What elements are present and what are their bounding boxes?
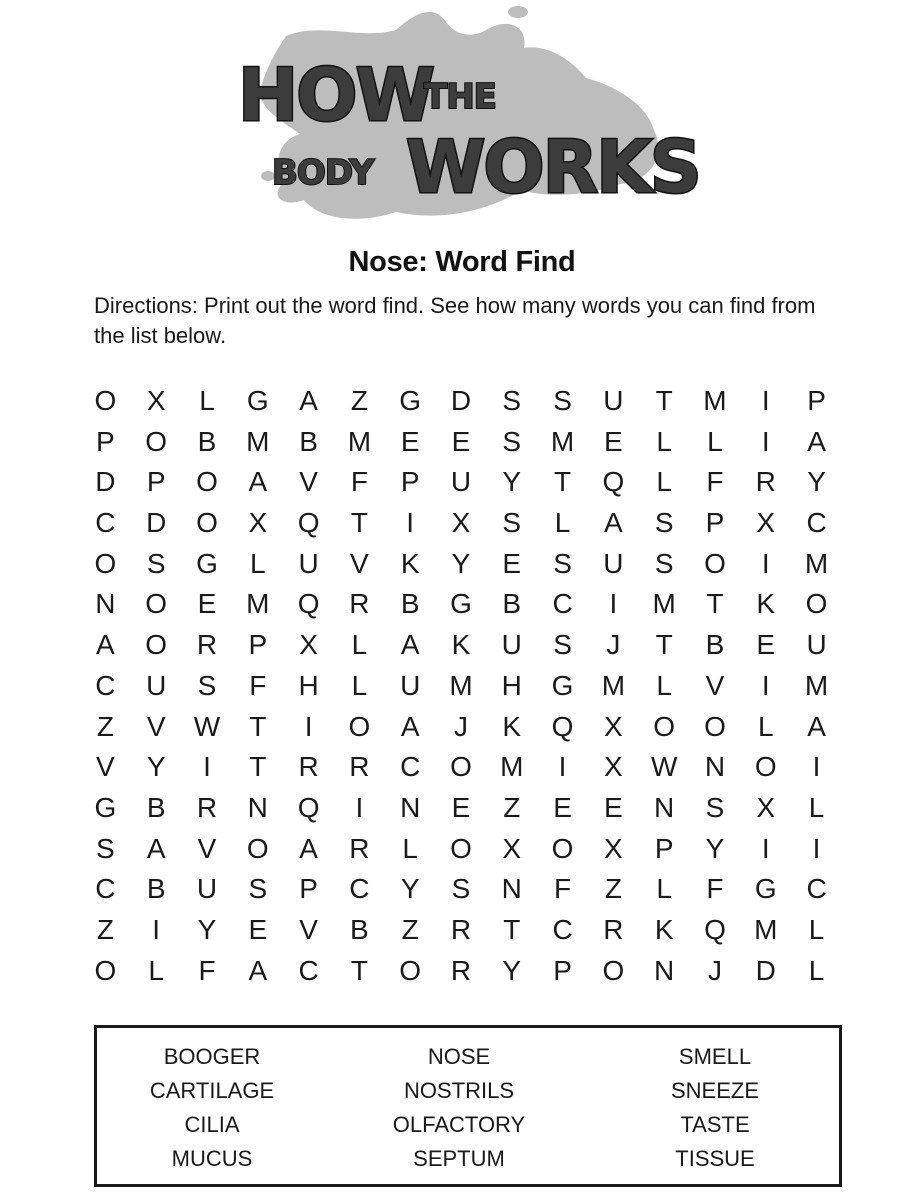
word-list-item: SNEEZE <box>670 1078 760 1103</box>
grid-letter: R <box>349 832 370 864</box>
grid-letter: Z <box>96 913 114 945</box>
grid-letter: A <box>248 466 268 498</box>
grid-letter: P <box>248 629 268 661</box>
grid-letter: O <box>450 832 472 864</box>
grid-letter: U <box>603 385 624 416</box>
grid-letter: N <box>247 791 268 823</box>
grid-letter: M <box>703 385 727 416</box>
grid-letter: O <box>805 588 828 620</box>
grid-letter: X <box>604 710 623 742</box>
grid-letter: I <box>355 791 364 823</box>
grid-letter: Q <box>297 507 320 539</box>
grid-letter: G <box>246 385 269 416</box>
grid-letter: O <box>704 547 726 579</box>
grid-letter: R <box>755 466 776 498</box>
grid-letter: R <box>349 751 370 783</box>
grid-letter: Z <box>96 710 114 742</box>
grid-letter: X <box>756 791 776 823</box>
grid-letter: K <box>756 588 776 620</box>
grid-letter: I <box>812 832 821 864</box>
grid-letter: P <box>705 507 725 539</box>
grid-letter: P <box>654 832 674 864</box>
logo-word-works: WORKS <box>406 125 700 209</box>
grid-letter: O <box>196 466 218 498</box>
grid-letter: A <box>248 954 268 986</box>
grid-letter: B <box>502 588 522 620</box>
grid-letter: D <box>95 466 116 498</box>
grid-letter: L <box>351 669 368 701</box>
grid-letter: N <box>704 751 726 783</box>
grid-letter: P <box>299 873 318 905</box>
directions-text: Directions: Print out the word find. See how many words you can find from the list below. <box>94 293 816 348</box>
grid-letter: I <box>761 385 770 416</box>
grid-letter: U <box>196 873 218 905</box>
grid-row <box>80 544 842 585</box>
grid-letter: X <box>146 385 166 416</box>
grid-letter: G <box>399 385 422 416</box>
grid-letter: S <box>502 507 522 539</box>
grid-letter: A <box>400 629 420 661</box>
grid-letter: L <box>656 873 672 905</box>
word-list-item: CILIA <box>184 1112 240 1137</box>
word-list <box>97 1040 839 1176</box>
word-list-item: SEPTUM <box>413 1146 505 1171</box>
grid-letter: P <box>553 954 572 986</box>
grid-letter: S <box>654 547 674 579</box>
grid-row <box>80 462 842 503</box>
grid-letter: R <box>196 791 218 823</box>
word-list-item: CARTILAGE <box>149 1078 275 1103</box>
grid-letter: J <box>453 710 468 742</box>
grid-letter: Q <box>551 710 574 742</box>
grid-letter: K <box>451 629 471 661</box>
grid-letter: Y <box>400 873 420 905</box>
grid-letter: B <box>705 629 725 661</box>
grid-letter: N <box>654 791 675 823</box>
grid-letter: O <box>246 832 269 864</box>
grid-letter: G <box>94 791 117 823</box>
grid-letter: E <box>553 791 572 823</box>
logo-splash-drop <box>508 6 528 18</box>
grid-letter: Y <box>705 832 725 864</box>
logo-word-the: THE <box>424 77 496 117</box>
grid-letter: I <box>609 588 618 620</box>
grid-letter: T <box>350 507 368 539</box>
grid-letter: A <box>400 710 420 742</box>
grid-letter: L <box>351 629 368 661</box>
grid-letter: L <box>656 669 672 701</box>
grid-letter: R <box>450 913 472 945</box>
grid-letter: D <box>450 385 472 416</box>
grid-letter: O <box>145 629 168 661</box>
grid-letter: V <box>197 832 217 864</box>
grid-letter: U <box>806 629 827 661</box>
grid-letter: L <box>808 913 825 945</box>
grid-letter: U <box>501 629 522 661</box>
grid-letter: X <box>299 629 318 661</box>
grid-letter: O <box>754 751 777 783</box>
grid-letter: G <box>551 669 574 701</box>
grid-letter: C <box>552 588 573 620</box>
grid-row <box>80 584 842 625</box>
grid-letter: Z <box>401 913 419 945</box>
grid-letter: V <box>299 913 318 945</box>
grid-letter: U <box>603 547 624 579</box>
grid-letter: T <box>655 629 673 661</box>
grid-letter: I <box>812 751 821 783</box>
grid-letter: Y <box>197 913 217 945</box>
grid-letter: I <box>152 913 161 945</box>
grid-row <box>80 910 842 951</box>
grid-letter: E <box>451 425 471 457</box>
word-list-item: TISSUE <box>675 1146 755 1171</box>
grid-letter: T <box>554 466 572 498</box>
grid-letter: G <box>754 873 777 905</box>
word-list-item: NOSE <box>427 1044 491 1069</box>
grid-letter: C <box>400 751 421 783</box>
grid-letter: S <box>502 385 522 416</box>
grid-letter: Z <box>604 873 622 905</box>
word-column <box>97 1040 327 1176</box>
grid-letter: Z <box>503 791 521 823</box>
word-list-item: OLFACTORY <box>392 1112 526 1137</box>
word-list-item: TASTE <box>680 1112 750 1137</box>
grid-letter: R <box>349 588 370 620</box>
grid-letter: Y <box>502 954 522 986</box>
grid-letter: M <box>500 751 524 783</box>
grid-letter: A <box>146 832 166 864</box>
grid-letter: M <box>246 425 270 457</box>
how-the-body-works-logo <box>228 0 708 232</box>
grid-letter: D <box>755 954 776 986</box>
grid-letter: S <box>502 425 522 457</box>
grid-letter: M <box>804 547 829 579</box>
grid-letter: E <box>756 629 776 661</box>
grid-letter: P <box>807 385 826 416</box>
grid-row <box>80 747 842 788</box>
grid-letter: H <box>298 669 319 701</box>
grid-letter: O <box>196 507 218 539</box>
grid-letter: S <box>248 873 268 905</box>
grid-letter: L <box>808 954 825 986</box>
grid-letter: V <box>299 466 318 498</box>
grid-letter: X <box>604 751 623 783</box>
grid-letter: L <box>808 791 825 823</box>
grid-letter: N <box>501 873 522 905</box>
grid-letter: X <box>502 832 522 864</box>
grid-letter: B <box>350 913 369 945</box>
logo-word-body: BODY <box>272 153 374 193</box>
grid-letter: X <box>451 507 471 539</box>
grid-letter: M <box>550 425 575 457</box>
word-search-grid <box>80 381 842 991</box>
grid-letter: K <box>654 913 674 945</box>
grid-letter: O <box>145 588 168 620</box>
grid-letter: Y <box>807 466 826 498</box>
grid-letter: E <box>604 425 623 457</box>
grid-letter: C <box>95 507 116 539</box>
grid-row <box>80 422 842 463</box>
grid-letter: E <box>248 913 268 945</box>
grid-letter: O <box>94 547 117 579</box>
grid-row <box>80 951 842 992</box>
grid-letter: L <box>757 710 774 742</box>
grid-letter: O <box>399 954 422 986</box>
word-list-item: MUCUS <box>171 1146 253 1171</box>
grid-letter: V <box>705 669 725 701</box>
grid-letter: C <box>806 873 827 905</box>
grid-letter: I <box>558 751 567 783</box>
grid-row <box>80 503 842 544</box>
grid-letter: U <box>400 669 421 701</box>
grid-letter: N <box>95 588 116 620</box>
grid-letter: G <box>196 547 218 579</box>
grid-letter: X <box>604 832 623 864</box>
grid-letter: H <box>501 669 522 701</box>
grid-letter: Y <box>146 751 166 783</box>
grid-letter: L <box>250 547 266 579</box>
grid-letter: K <box>502 710 522 742</box>
grid-letter: F <box>706 873 724 905</box>
word-list-item: BOOGER <box>163 1044 261 1069</box>
grid-letter: B <box>146 791 166 823</box>
grid-letter: N <box>400 791 421 823</box>
grid-letter: Q <box>602 466 625 498</box>
logo-word-how: HOW <box>238 53 433 137</box>
grid-letter: S <box>96 832 115 864</box>
grid-letter: O <box>450 751 472 783</box>
grid-letter: C <box>349 873 370 905</box>
grid-letter: E <box>604 791 623 823</box>
grid-letter: K <box>400 547 420 579</box>
grid-letter: I <box>304 710 313 742</box>
grid-letter: E <box>197 588 217 620</box>
grid-letter: L <box>656 466 672 498</box>
grid-letter: A <box>604 507 623 539</box>
grid-letter: W <box>650 751 678 783</box>
grid-letter: V <box>96 751 115 783</box>
grid-row <box>80 625 842 666</box>
grid-letter: R <box>298 751 319 783</box>
grid-letter: O <box>653 710 676 742</box>
grid-letter: T <box>655 385 673 416</box>
grid-letter: Q <box>297 588 320 620</box>
word-list-box <box>94 1025 842 1187</box>
grid-letter: S <box>553 385 572 416</box>
grid-letter: A <box>299 832 318 864</box>
grid-letter: L <box>656 425 672 457</box>
grid-letter: O <box>551 832 574 864</box>
grid-row <box>80 829 842 870</box>
grid-letter: O <box>94 954 117 986</box>
grid-letter: A <box>96 629 115 661</box>
grid-letter: E <box>451 791 471 823</box>
grid-letter: B <box>146 873 166 905</box>
grid-letter: F <box>198 954 216 986</box>
grid-letter: U <box>146 669 167 701</box>
grid-letter: D <box>146 507 167 539</box>
grid-letter: Z <box>350 385 368 416</box>
grid-letter: S <box>654 507 674 539</box>
grid-letter: I <box>761 425 770 457</box>
grid-letter: U <box>450 466 472 498</box>
grid-letter: M <box>652 588 676 620</box>
grid-letter: T <box>503 913 521 945</box>
grid-letter: I <box>761 669 770 701</box>
grid-letter: O <box>94 385 117 416</box>
word-list-item: SMELL <box>678 1044 752 1069</box>
grid-letter: F <box>554 873 572 905</box>
grid-letter: I <box>203 751 211 783</box>
grid-letter: I <box>406 507 415 539</box>
grid-letter: Y <box>502 466 522 498</box>
grid-letter: T <box>706 588 724 620</box>
grid-letter: M <box>347 425 372 457</box>
grid-letter: B <box>299 425 318 457</box>
grid-letter: M <box>246 588 270 620</box>
word-list-item: NOSTRILS <box>403 1078 515 1103</box>
grid-letter: O <box>145 425 168 457</box>
grid-letter: Y <box>451 547 471 579</box>
grid-letter: A <box>807 710 826 742</box>
grid-letter: Q <box>297 791 320 823</box>
grid-letter: C <box>95 669 116 701</box>
grid-letter: O <box>348 710 371 742</box>
grid-row <box>80 788 842 829</box>
grid-letter: M <box>804 669 829 701</box>
grid-letter: S <box>553 629 572 661</box>
grid-letter: S <box>197 669 217 701</box>
grid-row <box>80 707 842 748</box>
grid-letter: B <box>400 588 420 620</box>
grid-letter: R <box>196 629 218 661</box>
page-title: Nose: Word Find <box>348 246 576 278</box>
grid-letter: L <box>148 954 164 986</box>
grid-letter: O <box>704 710 726 742</box>
grid-letter: C <box>552 913 573 945</box>
grid-letter: T <box>350 954 368 986</box>
grid-letter: B <box>197 425 217 457</box>
grid-letter: X <box>756 507 776 539</box>
grid-letter: S <box>553 547 572 579</box>
grid-letter: E <box>502 547 522 579</box>
grid-letter: M <box>601 669 626 701</box>
grid-letter: A <box>807 425 826 457</box>
grid-letter: S <box>705 791 725 823</box>
word-column <box>591 1040 839 1176</box>
grid-letter: M <box>449 669 473 701</box>
grid-letter: U <box>298 547 319 579</box>
grid-letter: X <box>248 507 268 539</box>
grid-letter: T <box>249 710 267 742</box>
grid-letter: C <box>95 873 116 905</box>
grid-row <box>80 869 842 910</box>
grid-letter: F <box>249 669 267 701</box>
grid-letter: F <box>706 466 724 498</box>
grid-letter: S <box>451 873 471 905</box>
grid-letter: W <box>193 710 221 742</box>
grid-letter: T <box>249 751 267 783</box>
grid-letter: L <box>199 385 215 416</box>
grid-letter: O <box>602 954 625 986</box>
grid-letter: C <box>298 954 319 986</box>
grid-row <box>80 381 842 422</box>
grid-letter: G <box>450 588 472 620</box>
grid-letter: C <box>806 507 827 539</box>
grid-letter: I <box>761 832 770 864</box>
grid-letter: P <box>400 466 420 498</box>
grid-letter: P <box>146 466 166 498</box>
grid-letter: N <box>654 954 675 986</box>
grid-letter: J <box>606 629 621 661</box>
grid-letter: L <box>707 425 723 457</box>
grid-letter: Q <box>704 913 726 945</box>
grid-letter: L <box>554 507 571 539</box>
grid-letter: E <box>400 425 420 457</box>
grid-letter: V <box>146 710 166 742</box>
grid-letter: R <box>450 954 472 986</box>
grid-letter: L <box>402 832 418 864</box>
grid-letter: R <box>603 913 624 945</box>
grid-row <box>80 666 842 707</box>
grid-letter: P <box>96 425 115 457</box>
grid-letter: V <box>350 547 369 579</box>
grid-letter: S <box>146 547 166 579</box>
word-column <box>327 1040 591 1176</box>
grid-letter: F <box>350 466 368 498</box>
grid-letter: A <box>299 385 318 416</box>
grid-letter: J <box>707 954 722 986</box>
grid-letter: M <box>754 913 778 945</box>
grid-letter: I <box>761 547 770 579</box>
